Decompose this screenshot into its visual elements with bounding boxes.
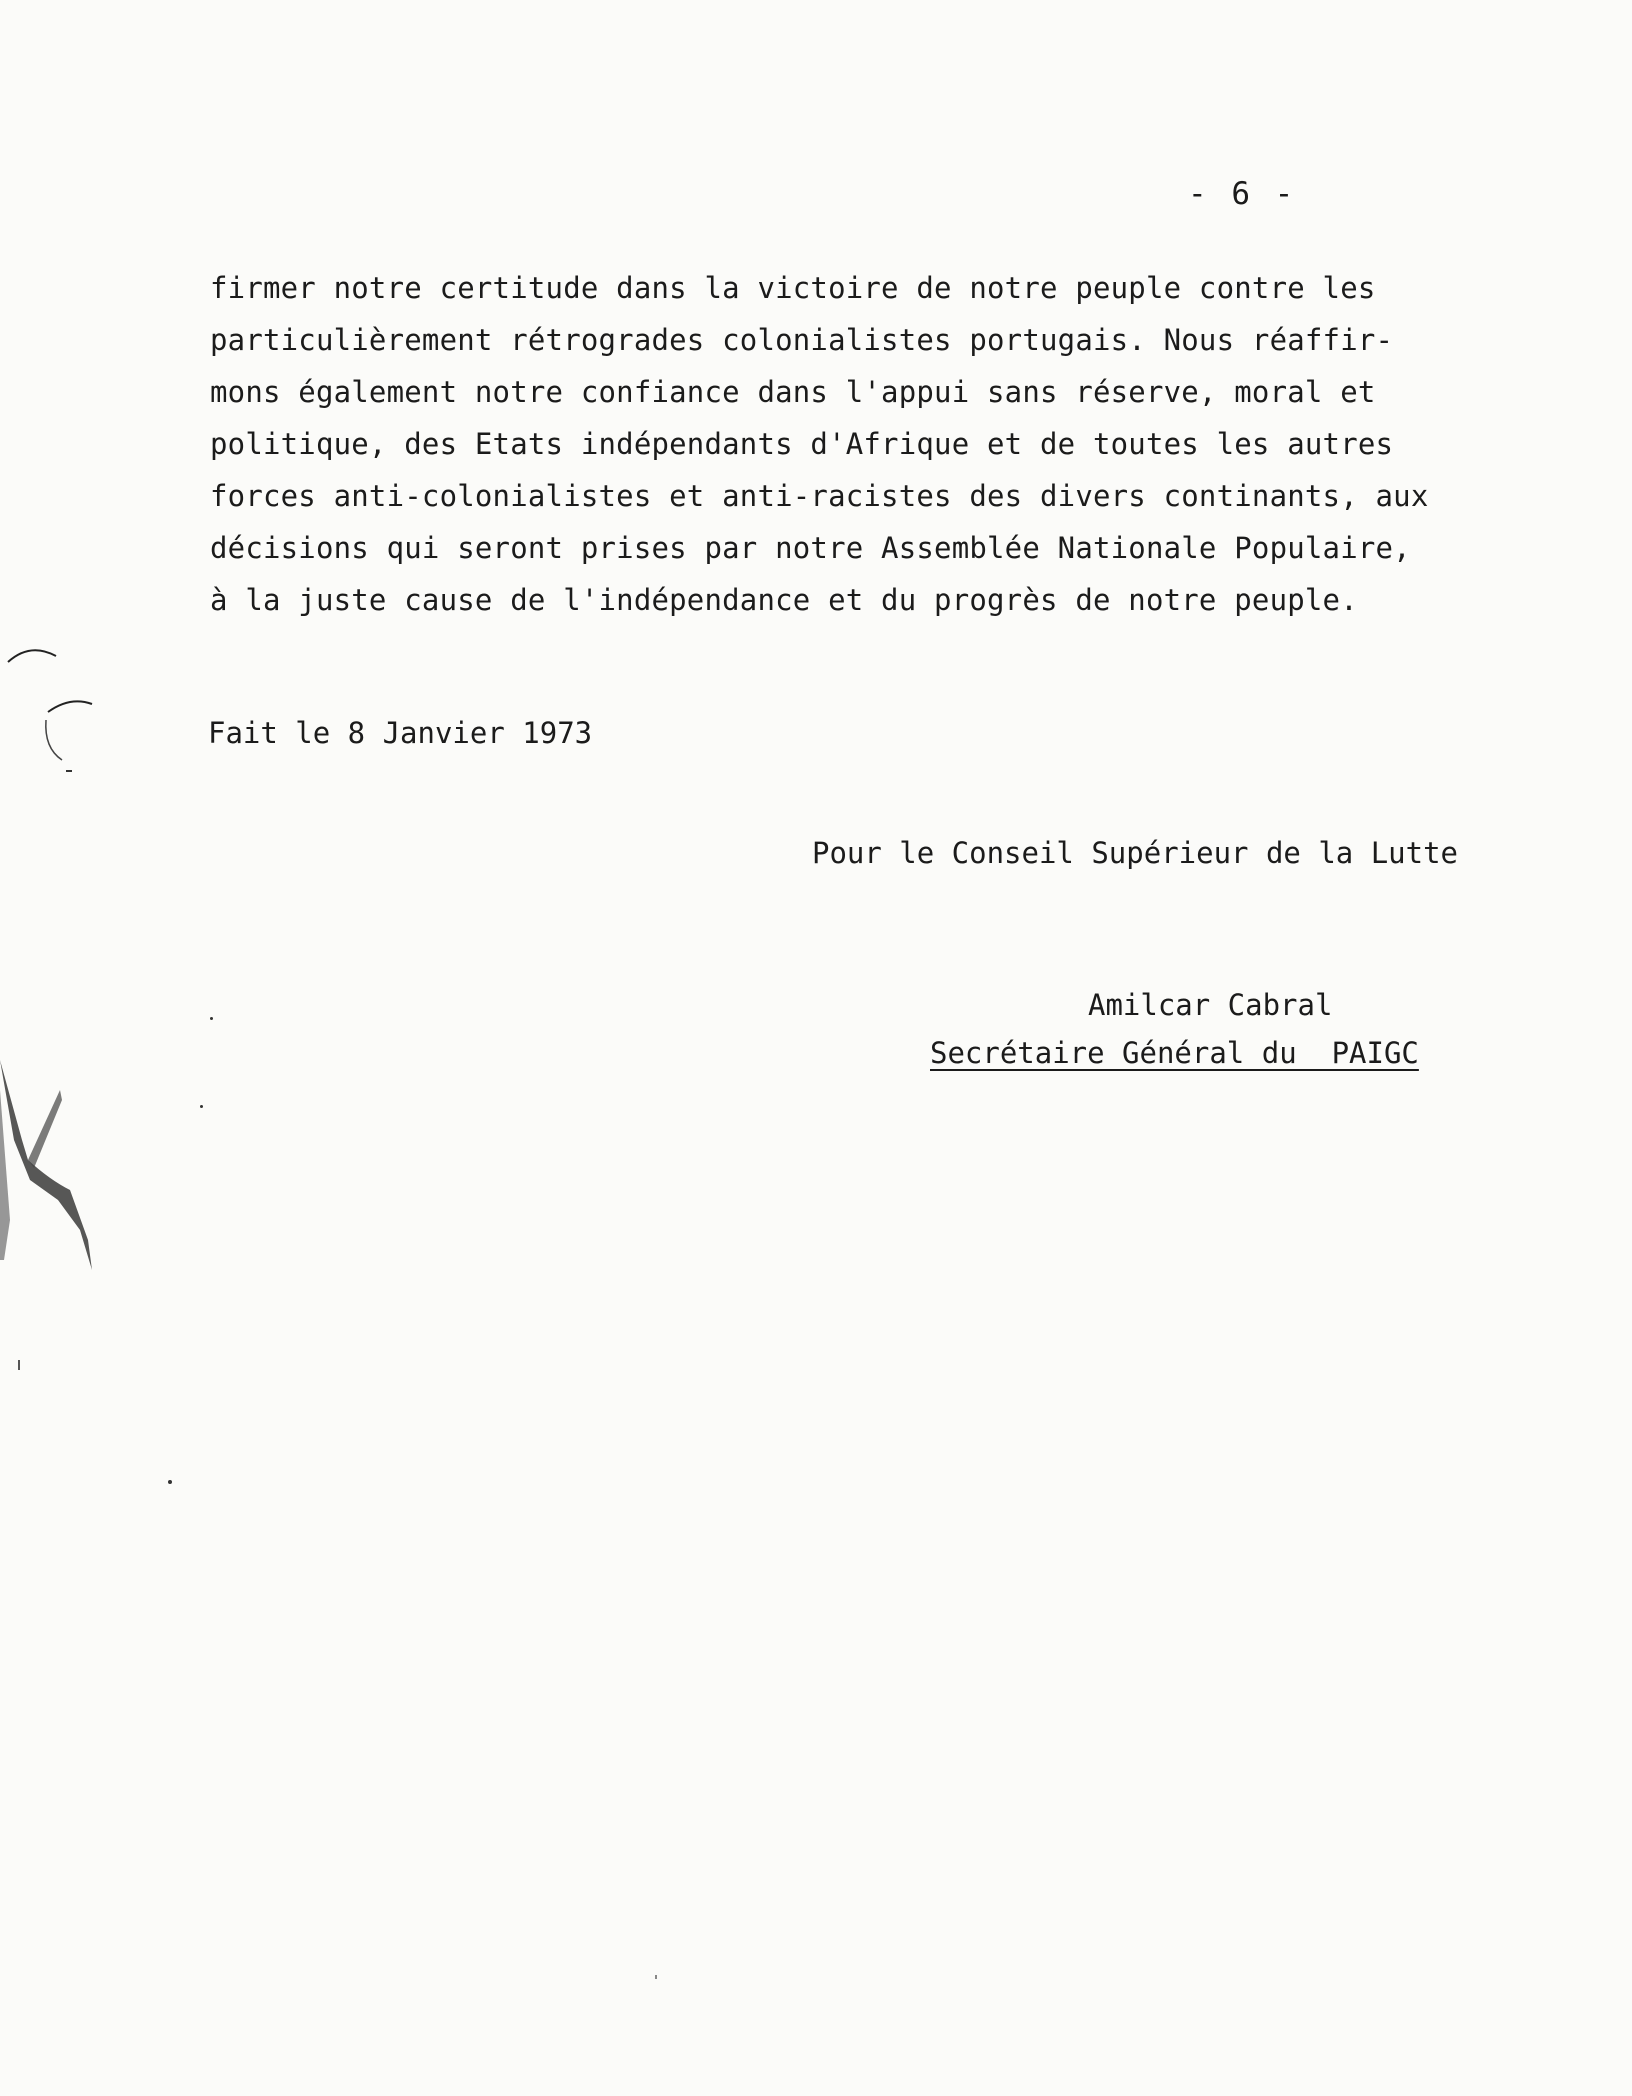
body-line: particulièrement rétrogrades colonialistes portugais. Nous réaffir-	[210, 323, 1394, 357]
signer-title: Secrétaire Général du PAIGC	[930, 1036, 1419, 1070]
body-line: politique, des Etats indépendants d'Afrique et de toutes les autres	[210, 427, 1394, 461]
body-line: firmer notre certitude dans la victoire de notre peuple contre les	[210, 271, 1376, 305]
signer-name: Amilcar Cabral	[1088, 988, 1333, 1022]
scan-speck	[210, 1017, 213, 1020]
date-line: Fait le 8 Janvier 1973	[208, 716, 593, 750]
page-number: - 6 -	[1188, 176, 1297, 212]
council-line: Pour le Conseil Supérieur de la Lutte	[812, 836, 1459, 870]
scan-speck	[655, 1975, 657, 1979]
body-line: mons également notre confiance dans l'appui sans réserve, moral et	[210, 375, 1376, 409]
scan-speck	[168, 1480, 172, 1484]
scan-speck	[200, 1105, 203, 1108]
body-paragraph	[210, 262, 1600, 626]
body-line: forces anti-colonialistes et anti-racistes des divers continants, aux	[210, 479, 1429, 513]
body-line: à la juste cause de l'indépendance et du progrès de notre peuple.	[210, 583, 1358, 617]
scan-artifact-marks	[0, 620, 110, 1380]
body-line: décisions qui seront prises par notre Assemblée Nationale Populaire,	[210, 531, 1411, 565]
